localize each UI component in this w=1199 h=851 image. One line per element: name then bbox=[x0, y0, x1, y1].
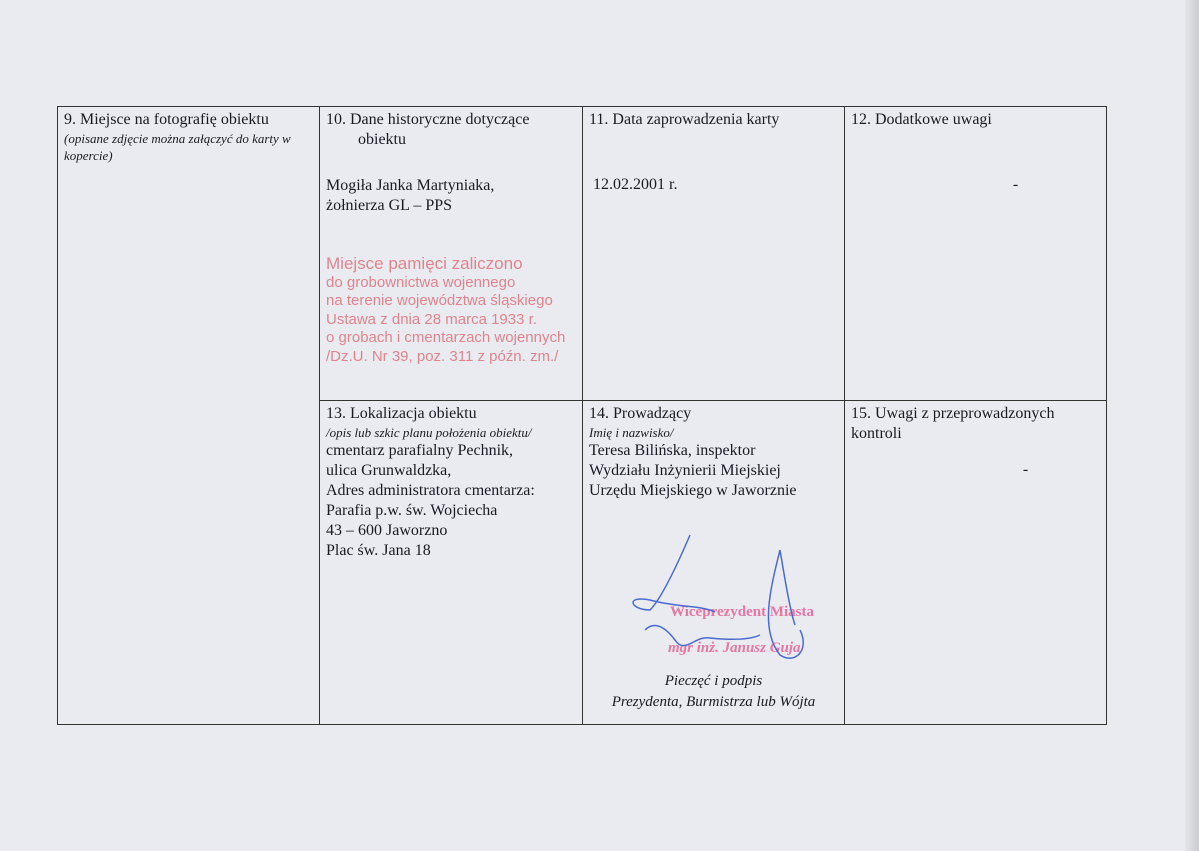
cell-line: Urzędu Miejskiego w Jaworznie bbox=[589, 482, 797, 499]
cell-line: 43 – 600 Jaworzno bbox=[326, 522, 448, 539]
cell-title: 12. Dodatkowe uwagi bbox=[851, 111, 992, 128]
cell-value: - bbox=[1012, 176, 1019, 193]
cell-text: żołnierza GL – PPS bbox=[326, 197, 453, 214]
stamp-line: Miejsce pamięci zaliczono bbox=[326, 254, 523, 273]
stamp-line: do grobownictwa wojennego bbox=[326, 273, 516, 291]
cell-line: Wydziału Inżynierii Miejskiej bbox=[589, 462, 781, 479]
seal-name: mgr inż. Janusz Guja bbox=[668, 640, 801, 656]
cell-title: 13. Lokalizacja obiektu bbox=[326, 405, 477, 422]
cell-line: cmentarz parafialny Pechnik, bbox=[326, 442, 514, 459]
cell-title: 11. Data zaprowadzenia karty bbox=[589, 111, 780, 128]
cell-title: 9. Miejsce na fotografię obiektu bbox=[64, 111, 269, 128]
cell-value: - bbox=[1022, 461, 1029, 478]
stamp-line: na terenie województwa śląskiego bbox=[326, 292, 553, 309]
caption-line: Pieczęć i podpis bbox=[664, 673, 763, 689]
cell-note: Imię i nazwisko/ bbox=[589, 425, 674, 440]
cell-line: Teresa Bilińska, inspektor bbox=[589, 442, 756, 459]
cell-photo bbox=[57, 106, 320, 725]
cell-inspection-notes bbox=[844, 400, 1107, 725]
seal-title: Wiceprezydent Miasta bbox=[670, 604, 815, 620]
stamp-line: o grobach i cmentarzach wojennych bbox=[326, 329, 566, 346]
cell-card-date bbox=[582, 106, 845, 401]
cell-line: Adres administratora cmentarza: bbox=[326, 482, 535, 499]
signature-caption bbox=[583, 671, 844, 713]
scan-edge bbox=[1185, 0, 1199, 851]
cell-title-cont: obiektu bbox=[358, 131, 406, 148]
cell-line: Plac św. Jana 18 bbox=[326, 542, 431, 559]
war-grave-stamp bbox=[326, 255, 565, 366]
cell-additional-notes bbox=[844, 106, 1107, 401]
cell-value: 12.02.2001 r. bbox=[593, 176, 678, 193]
cell-title: 15. Uwagi z przeprowadzonych kontroli bbox=[851, 405, 1055, 442]
cell-text: Mogiła Janka Martyniaka, bbox=[326, 177, 495, 194]
cell-title: 10. Dane historyczne dotyczące bbox=[326, 111, 530, 128]
cell-note: /opis lub szkic planu położenia obiektu/ bbox=[326, 425, 532, 440]
stamp-line: /Dz.U. Nr 39, poz. 311 z późn. zm./ bbox=[326, 347, 559, 365]
cell-note: (opisane zdjęcie można załączyć do karty w kopercie) bbox=[64, 131, 291, 163]
stamp-line: Ustawa z dnia 28 marca 1933 r. bbox=[326, 310, 537, 328]
caption-line: Prezydenta, Burmistrza lub Wójta bbox=[611, 694, 816, 710]
cell-line: Parafia p.w. św. Wojciecha bbox=[326, 502, 498, 519]
handwritten-signature bbox=[620, 530, 830, 670]
cell-line: ulica Grunwaldzka, bbox=[326, 462, 452, 479]
cell-location bbox=[319, 400, 583, 725]
cell-title: 14. Prowadzący bbox=[589, 405, 692, 422]
